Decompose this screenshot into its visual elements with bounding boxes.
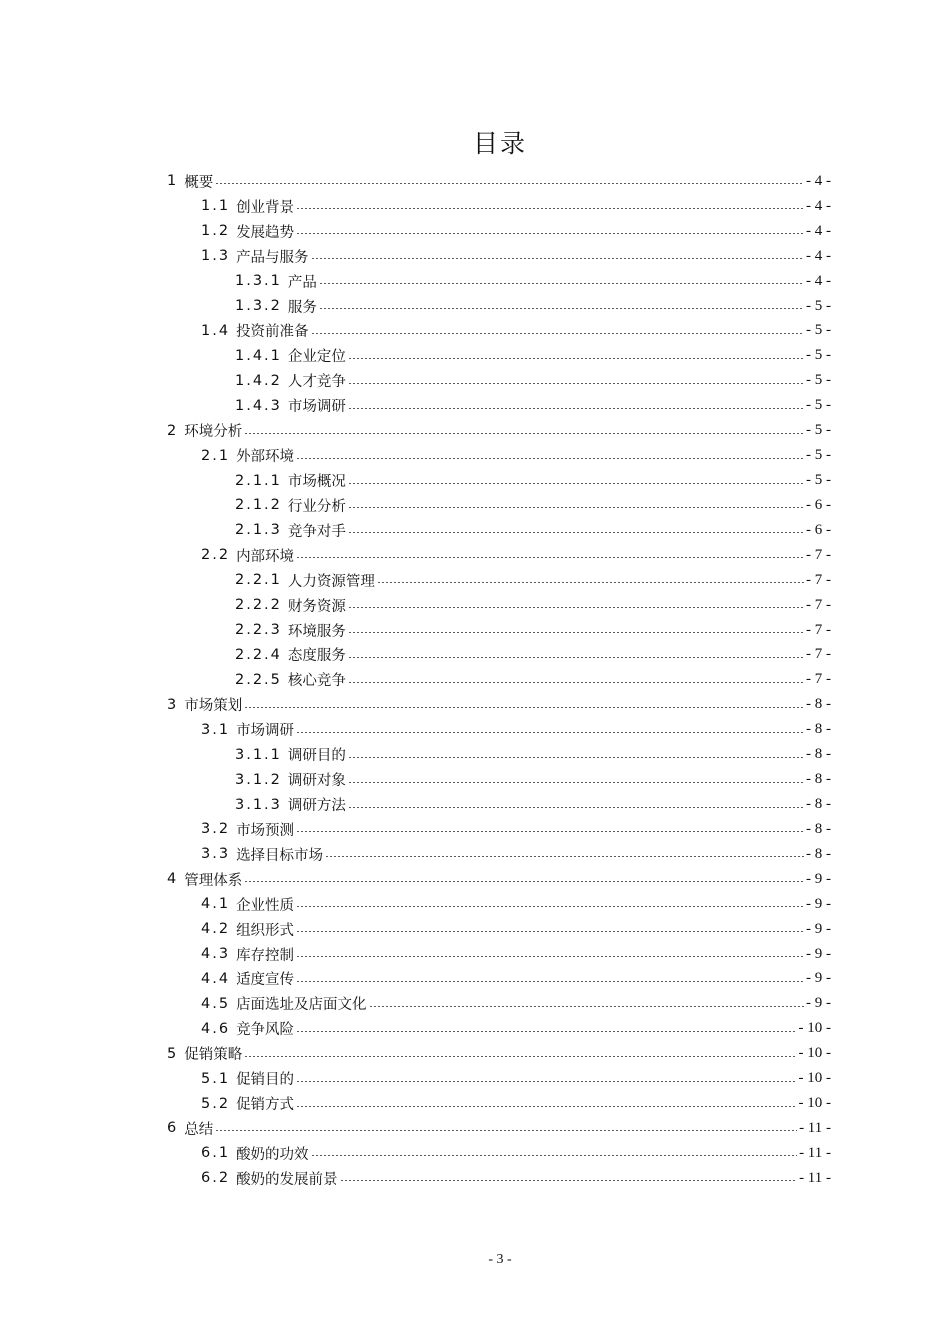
toc-entry-title: 市场调研	[287, 399, 346, 416]
toc-entry-number: 2.2.4	[235, 646, 282, 663]
toc-entry-title: 总结	[184, 1121, 214, 1138]
dot-leader	[215, 1130, 797, 1131]
toc-entry-number: 6.2	[201, 1170, 231, 1187]
toc-entry[interactable]	[167, 194, 831, 219]
toc-entry-page: - 8 -	[806, 796, 831, 812]
dot-leader	[348, 532, 804, 533]
toc-entry-number: 1	[167, 173, 179, 190]
toc-entry-title: 酸奶的发展前景	[236, 1171, 338, 1188]
dot-leader	[348, 757, 804, 758]
toc-entry-number: 1.4	[201, 322, 231, 339]
dot-leader	[296, 1031, 796, 1032]
dot-leader	[348, 507, 804, 508]
dot-leader	[377, 582, 804, 583]
toc-entry-number: 4.5	[201, 995, 231, 1012]
toc-entry-number: 1.1	[201, 198, 231, 215]
dot-leader	[311, 333, 804, 334]
toc-entry[interactable]	[167, 892, 831, 917]
toc-entry-number: 3	[167, 696, 179, 713]
toc-entry-page: - 5 -	[806, 322, 831, 339]
toc-entry-title: 组织形式	[236, 922, 295, 939]
toc-entry-number: 2.1.2	[235, 497, 282, 514]
toc-entry-page: - 9 -	[806, 895, 831, 912]
toc-entry-page: - 4 -	[806, 222, 831, 239]
dot-leader	[296, 208, 804, 209]
toc-entry-title: 态度服务	[287, 648, 346, 665]
toc-entry-title: 适度宣传	[236, 972, 295, 989]
toc-entry-page: - 10 -	[798, 1095, 831, 1112]
dot-leader	[369, 1006, 804, 1007]
toc-entry[interactable]	[167, 618, 831, 643]
toc-entry-page: - 5 -	[806, 372, 831, 389]
toc-entry-number: 1.4.1	[235, 347, 282, 364]
toc-entry-number: 2.1.3	[235, 522, 282, 539]
toc-entry-title: 促销目的	[236, 1072, 295, 1089]
dot-leader	[319, 283, 804, 284]
toc-entry-number: 4.6	[201, 1020, 231, 1037]
toc-entry-number: 3.1.2	[235, 771, 282, 788]
toc-entry-number: 4.3	[201, 946, 231, 963]
toc-entry-page: - 5 -	[806, 297, 831, 314]
toc-entry[interactable]	[167, 269, 831, 294]
toc-entry-number: 5	[167, 1045, 179, 1062]
toc-entry-number: 6	[167, 1120, 179, 1137]
toc-entry-title: 环境分析	[184, 424, 243, 441]
toc-entry-number: 3.1.3	[235, 796, 282, 813]
toc-entry[interactable]	[167, 319, 831, 344]
toc-entry-page: - 11 -	[799, 1119, 831, 1136]
toc-entry[interactable]	[167, 543, 831, 568]
toc-entry-number: 1.4.3	[235, 397, 282, 414]
toc-entry-title: 调研目的	[287, 748, 346, 765]
toc-entry-page: - 6 -	[806, 521, 831, 538]
toc-entry-page: - 7 -	[806, 621, 831, 638]
dot-leader	[244, 707, 804, 708]
toc-entry[interactable]	[167, 1166, 831, 1191]
dot-leader	[296, 981, 804, 982]
dot-leader	[348, 657, 804, 658]
dot-leader	[311, 1155, 798, 1156]
toc-entry-page: - 5 -	[806, 472, 831, 489]
toc-entry[interactable]	[167, 244, 831, 269]
toc-entry-number: 4.4	[201, 970, 231, 987]
toc-entry[interactable]	[167, 368, 831, 393]
toc-entry-page: - 5 -	[806, 422, 831, 439]
toc-entry-page: - 7 -	[806, 571, 831, 588]
dot-leader	[215, 183, 804, 184]
toc-entry-page: - 8 -	[806, 771, 831, 788]
toc-entry-title: 竞争对手	[287, 523, 346, 540]
toc-entry[interactable]	[167, 343, 831, 368]
toc-entry-title: 市场调研	[236, 723, 295, 740]
toc-entry[interactable]	[167, 917, 831, 942]
toc-entry-title: 产品与服务	[236, 249, 309, 266]
toc-entry[interactable]	[167, 1016, 831, 1041]
toc-entry-page: - 8 -	[806, 820, 831, 837]
dot-leader	[296, 458, 804, 459]
toc-entry-number: 4.1	[201, 896, 231, 913]
toc-entry[interactable]	[167, 817, 831, 842]
toc-entry-title: 创业背景	[236, 199, 295, 216]
toc-entry-number: 2.2.3	[235, 622, 282, 639]
toc-entry-page: - 8 -	[806, 746, 831, 763]
dot-leader	[348, 632, 804, 633]
toc-entry-page: - 11 -	[799, 1169, 831, 1186]
toc-entry[interactable]	[167, 667, 831, 692]
toc-entry-page: - 5 -	[806, 447, 831, 464]
toc-entry[interactable]	[167, 568, 831, 593]
toc-entry[interactable]	[167, 967, 831, 992]
toc-entry[interactable]	[167, 867, 831, 892]
dot-leader	[348, 782, 804, 783]
dot-leader	[348, 807, 804, 808]
toc-entry[interactable]	[167, 842, 831, 867]
toc-entry-title: 企业性质	[236, 897, 295, 914]
toc-entry-number: 1.4.2	[235, 372, 282, 389]
dot-leader	[244, 881, 804, 882]
toc-entry-title: 财务资源	[287, 598, 346, 615]
dot-leader	[348, 483, 804, 484]
toc-entry[interactable]	[167, 792, 831, 817]
toc-entry-page: - 10 -	[798, 1020, 831, 1037]
toc-entry[interactable]	[167, 1066, 831, 1091]
toc-entry-title: 酸奶的功效	[236, 1146, 309, 1163]
toc-entry[interactable]	[167, 643, 831, 668]
toc-entry-title: 市场概况	[287, 474, 346, 491]
toc-entry-title: 企业定位	[287, 349, 346, 366]
toc-entry-page: - 7 -	[806, 596, 831, 613]
toc-entry-page: - 4 -	[806, 197, 831, 214]
dot-leader	[296, 557, 804, 558]
toc-entry[interactable]	[167, 742, 831, 767]
toc-entry-page: - 9 -	[806, 995, 831, 1012]
toc-entry-number: 2.2.5	[235, 671, 282, 688]
toc-entry-title: 发展趋势	[236, 224, 295, 241]
toc-entry-number: 1.3	[201, 248, 231, 265]
toc-entry-page: - 5 -	[806, 397, 831, 414]
toc-entry-page: - 4 -	[806, 247, 831, 264]
dot-leader	[325, 856, 804, 857]
toc-entry[interactable]	[167, 518, 831, 543]
toc-entry[interactable]	[167, 294, 831, 319]
toc-entry-number: 6.1	[201, 1145, 231, 1162]
toc-title: 目录	[472, 129, 527, 158]
toc-entry-title: 促销方式	[236, 1097, 295, 1114]
toc-entry-title: 选择目标市场	[236, 847, 324, 864]
toc-entry-title: 人力资源管理	[287, 573, 375, 590]
toc-entry-title: 概要	[184, 174, 214, 191]
dot-leader	[348, 383, 804, 384]
toc-entry-number: 3.2	[201, 821, 231, 838]
dot-leader	[348, 408, 804, 409]
dot-leader	[296, 956, 804, 957]
toc-entry-title: 促销策略	[184, 1047, 243, 1064]
toc-entry[interactable]	[167, 443, 831, 468]
dot-leader	[348, 682, 804, 683]
dot-leader	[244, 1056, 796, 1057]
toc-entry-title: 核心竞争	[287, 673, 346, 690]
toc-entry-page: - 11 -	[799, 1144, 831, 1161]
toc-entry-page: - 7 -	[806, 671, 831, 688]
toc-entry-page: - 9 -	[806, 870, 831, 887]
toc-entry-number: 1.3.1	[235, 273, 282, 290]
toc-entry-title: 竞争风险	[236, 1022, 295, 1039]
toc-entry-number: 5.2	[201, 1095, 231, 1112]
toc-entry-title: 调研方法	[287, 798, 346, 814]
toc-entry-number: 3.3	[201, 846, 231, 863]
toc-entry-number: 2.2.2	[235, 597, 282, 614]
toc-entry-number: 2.2.1	[235, 572, 282, 589]
toc-entry-page: - 4 -	[806, 272, 831, 289]
dot-leader	[244, 433, 804, 434]
dot-leader	[296, 906, 804, 907]
toc-entry-title: 调研对象	[287, 773, 346, 790]
toc-entry-number: 2	[167, 422, 179, 439]
toc-entry[interactable]	[167, 717, 831, 742]
toc-entry-page: - 7 -	[806, 646, 831, 663]
toc-entry-title: 管理体系	[184, 872, 243, 889]
dot-leader	[296, 831, 804, 832]
toc-entry-number: 1.2	[201, 223, 231, 240]
dot-leader	[340, 1180, 798, 1181]
toc-entry[interactable]	[167, 942, 831, 967]
toc-entry[interactable]	[167, 991, 831, 1016]
toc-entry-title: 人才竞争	[287, 374, 346, 391]
toc-entry-title: 产品	[287, 274, 317, 291]
toc-entry-number: 2.1.1	[235, 472, 282, 489]
toc-entry-page: - 9 -	[806, 970, 831, 987]
toc-entry-page: - 5 -	[806, 347, 831, 364]
toc-entry-title: 行业分析	[287, 498, 346, 515]
dot-leader	[311, 258, 804, 259]
toc-entry[interactable]	[167, 1041, 831, 1066]
table-of-contents	[167, 169, 831, 1191]
dot-leader	[319, 308, 804, 309]
toc-entry-number: 3.1	[201, 721, 231, 738]
toc-entry-page: - 10 -	[798, 1045, 831, 1062]
toc-entry-title: 内部环境	[236, 548, 295, 565]
toc-entry[interactable]	[167, 169, 831, 194]
toc-entry-title: 投资前准备	[236, 324, 309, 341]
toc-entry-page: - 9 -	[806, 920, 831, 937]
toc-entry-title: 外部环境	[236, 449, 295, 466]
toc-entry-title: 库存控制	[236, 947, 295, 964]
toc-entry[interactable]	[167, 468, 831, 493]
dot-leader	[296, 1081, 796, 1082]
toc-entry-page: - 8 -	[806, 721, 831, 738]
toc-entry-title: 店面选址及店面文化	[236, 997, 367, 1014]
toc-entry[interactable]	[167, 692, 831, 717]
toc-entry[interactable]	[167, 593, 831, 618]
dot-leader	[296, 732, 804, 733]
toc-entry-page: - 9 -	[806, 945, 831, 962]
toc-entry-title: 市场策划	[184, 698, 243, 715]
toc-entry-page: - 4 -	[806, 172, 831, 189]
toc-entry-number: 4.2	[201, 921, 231, 938]
toc-entry-number: 4	[167, 871, 179, 888]
toc-entry[interactable]	[167, 219, 831, 244]
toc-entry-title: 服务	[287, 299, 317, 316]
toc-entry-number: 5.1	[201, 1070, 231, 1087]
toc-entry-number: 1.3.2	[235, 298, 282, 315]
toc-entry-title: 市场预测	[236, 822, 295, 839]
toc-entry[interactable]	[167, 493, 831, 518]
page-number: - 3 -	[488, 1252, 512, 1267]
toc-entry-number: 2.2	[201, 547, 231, 564]
dot-leader	[348, 358, 804, 359]
toc-entry-page: - 7 -	[806, 546, 831, 563]
toc-entry-page: - 6 -	[806, 496, 831, 513]
toc-entry[interactable]	[167, 1141, 831, 1166]
dot-leader	[296, 1106, 796, 1107]
toc-entry[interactable]	[167, 393, 831, 418]
toc-entry[interactable]	[167, 1116, 831, 1141]
toc-entry-number: 3.1.1	[235, 746, 282, 763]
toc-entry-title: 环境服务	[287, 623, 346, 640]
toc-entry-page: - 10 -	[798, 1070, 831, 1087]
dot-leader	[348, 607, 804, 608]
toc-entry[interactable]	[167, 1091, 831, 1116]
toc-entry-page: - 8 -	[806, 845, 831, 862]
toc-entry[interactable]	[167, 767, 831, 792]
dot-leader	[296, 931, 804, 932]
toc-entry[interactable]	[167, 418, 831, 443]
toc-entry-page: - 8 -	[806, 696, 831, 713]
toc-entry-number: 2.1	[201, 447, 231, 464]
dot-leader	[296, 233, 804, 234]
